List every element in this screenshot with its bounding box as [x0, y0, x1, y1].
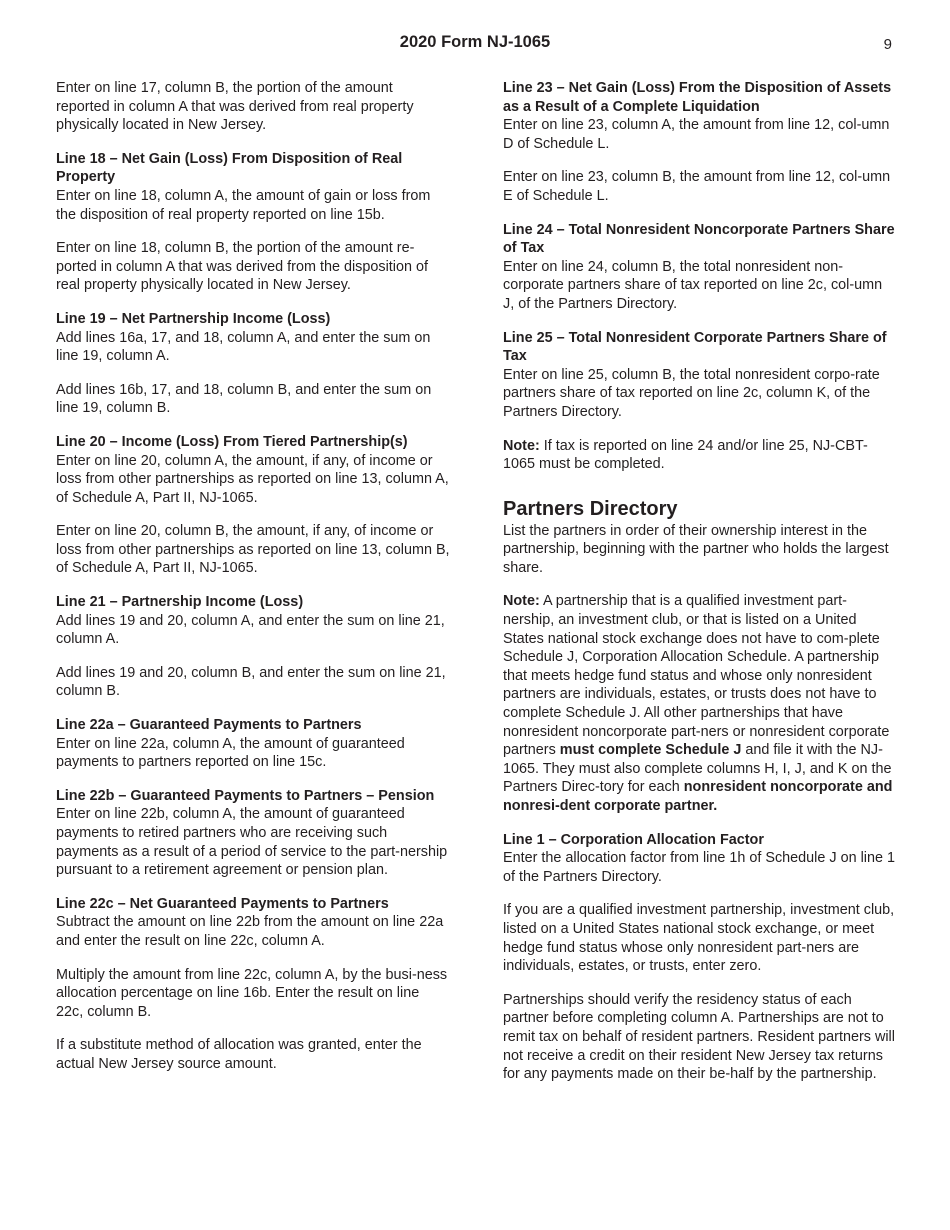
line-19-paragraph-1: Add lines 16a, 17, and 18, column A, and enter the sum on line 19, column A.: [56, 329, 431, 365]
line-21-paragraph-1: Add lines 19 and 20, column A, and enter the sum on line 21, column A.: [56, 612, 445, 648]
line-20-paragraph-2: Enter on line 20, column B, the amount, if any, of income or loss from other partnerships as reported on line 13, column B, of Schedule A, Part II, NJ-1065.: [56, 523, 450, 577]
line-21-heading: Line 21 – Partnership Income (Loss): [56, 594, 304, 611]
partners-directory-paragraph: List the partners in order of their ownership interest in the partnership, beginning with the partner who holds the largest share.: [503, 522, 889, 576]
note-label: Note:: [503, 437, 540, 454]
line-22a-heading: Line 22a – Guaranteed Payments to Partners: [56, 717, 362, 734]
line-1-paragraph-1: Enter the allocation factor from line 1h of Schedule J on line 1 of the Partners Directory.: [503, 850, 895, 885]
line-23-section: [503, 79, 897, 206]
line-1-heading: Line 1 – Corporation Allocation Factor: [503, 831, 764, 848]
line-25-section: [503, 329, 897, 422]
line-20-section: [56, 433, 450, 578]
partners-directory-note-paragraph: [503, 592, 897, 815]
line-1-paragraph-3: Partnerships should verify the residency status of each partner before completing column A. Partnerships are not to remit tax on behalf of resident partners. Resident partners will not receive a credit on their resident New Jersey tax returns for any payments made on their be-half by the partnership.: [503, 991, 895, 1083]
line-23-paragraph-2: Enter on line 23, column B, the amount from line 12, col-umn E of Schedule L.: [503, 169, 891, 204]
note-label: Note:: [503, 593, 540, 610]
line-19-paragraph-2: Add lines 16b, 17, and 18, column B, and enter the sum on line 19, column B.: [56, 381, 432, 417]
partners-directory-title: Partners Directory: [503, 497, 678, 520]
line-25-heading: Line 25 – Total Nonresident Corporate Partners Share of Tax: [503, 329, 887, 365]
line-22b-section: [56, 787, 450, 880]
line-18-section: [56, 150, 450, 295]
page-number: 9: [883, 36, 892, 53]
note-paragraph: [503, 437, 897, 474]
line-1-paragraph-2: If you are a qualified investment partnership, investment club, listed on a United States national stock exchange, or meet hedge fund status whose only nonresident part-ners are individuals, estates, or trusts, enter zero.: [503, 902, 895, 975]
line-1-section: [503, 831, 897, 1084]
line-22a-paragraph-1: Enter on line 22a, column A, the amount of guaranteed payments to partners reported on line 15c.: [56, 735, 405, 771]
line-23-heading: Line 23 – Net Gain (Loss) From the Disposition of Assets as a Result of a Complete Liquidation: [503, 80, 892, 115]
page-title: 2020 Form NJ-1065: [399, 33, 551, 51]
line-21-section: [56, 593, 450, 701]
partners-directory-intro: [503, 522, 897, 578]
line-19-section: [56, 310, 450, 418]
line-22c-paragraph-3: If a substitute method of allocation was granted, enter the actual New Jersey source amount.: [56, 1037, 422, 1072]
line-24-heading: Line 24 – Total Nonresident Noncorporate Partners Share of Tax: [503, 221, 895, 257]
line-22c-heading: Line 22c – Net Guaranteed Payments to Partners: [56, 895, 389, 912]
note-text: If tax is reported on line 24 and/or line 25, NJ-CBT-1065 must be completed.: [503, 437, 868, 473]
line-22a-section: [56, 716, 450, 772]
line-22b-heading: Line 22b – Guaranteed Payments to Partners – Pension: [56, 787, 435, 804]
line-22c-paragraph-2: Multiply the amount from line 22c, column A, by the busi-ness allocation percentage on line 16b. Enter the result on line 22c, column B.: [56, 966, 448, 1020]
line-18-paragraph-2: Enter on line 18, column B, the portion of the amount re-ported in column A that was derived from the disposition of real property physically located in New Jersey.: [56, 240, 428, 294]
note-section: [503, 437, 897, 474]
left-column: [56, 79, 450, 1089]
note-emphasis: nonresident noncorporate and nonresi-dent corporate partner.: [503, 779, 893, 814]
line-21-paragraph-2: Add lines 19 and 20, column B, and enter the sum on line 21, column B.: [56, 664, 446, 700]
line-18-paragraph-1: Enter on line 18, column A, the amount of gain or loss from the disposition of real property reported on line 15b.: [56, 187, 431, 223]
line-20-heading: Line 20 – Income (Loss) From Tiered Partnership(s): [56, 433, 408, 450]
line-23-paragraph-1: Enter on line 23, column A, the amount from line 12, col-umn D of Schedule L.: [503, 117, 890, 152]
note-text: A partnership that is a qualified investment part-nership, an investment club, or that is listed on a United States national stock exchange does not have to com-plete Schedule J, Corporation Allocation Schedule. A partnership that meets hedge fund status and whose only nonresident partners are individuals, estates, or trusts does not have to complete Schedule J. All other partnerships that have nonresident noncorporate part-ners or nonresident corporate partners: [503, 593, 890, 759]
line-22b-paragraph-1: Enter on line 22b, column A, the amount of guaranteed payments to retired partners who are receiving such payments as a result of a period of service to the part-nership pursuant to a retirement agreement or pension plan.: [56, 806, 448, 879]
partners-directory-note: [503, 592, 897, 815]
line-19-heading: Line 19 – Net Partnership Income (Loss): [56, 310, 331, 327]
line-25-paragraph-1: Enter on line 25, column B, the total nonresident corpo-rate partners share of tax reported on line 2c, column K, of the Partners Directory.: [503, 366, 880, 420]
line-20-paragraph-1: Enter on line 20, column A, the amount, if any, of income or loss from other partnerships as reported on line 13, column A, of Schedule A, Part II, NJ-1065.: [56, 452, 449, 506]
note-text: and file it with the NJ-1065. They must also complete columns H, I, J, and K on the Partners Direc-tory for each: [503, 742, 892, 796]
line-24-paragraph-1: Enter on line 24, column B, the total nonresident non-corporate partners share of tax reported on line 2c, col-umn J, of the Partners Directory.: [503, 258, 883, 312]
note-emphasis: must complete Schedule J: [559, 742, 742, 759]
line-22c-paragraph-1: Subtract the amount on line 22b from the amount on line 22a and enter the result on line 22c, column A.: [56, 914, 444, 949]
right-column: [503, 79, 897, 1099]
line-22c-section: [56, 895, 450, 1074]
line-17-section: [56, 79, 450, 135]
line-17-text: Enter on line 17, column B, the portion of the amount reported in column A that was derived from real property physically located in New Jersey.: [56, 80, 414, 134]
line-18-heading: Line 18 – Net Gain (Loss) From Disposition of Real Property: [56, 150, 403, 186]
line-24-section: [503, 221, 897, 314]
